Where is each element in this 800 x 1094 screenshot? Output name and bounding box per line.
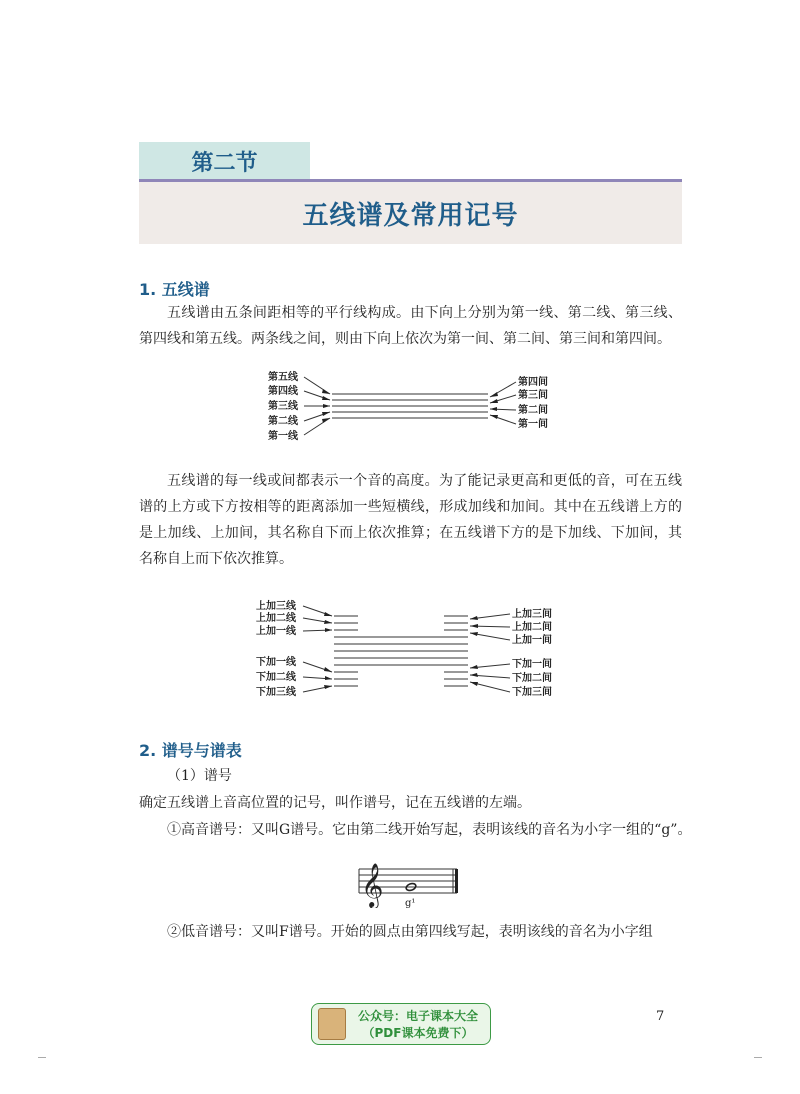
bass-clef-description: ②低音谱号：又叫F谱号。开始的圆点由第四线写起，表明该线的音名为小字组 [167,924,653,940]
staff-label-line4: 第四线 [268,386,298,397]
ledger-label-lower-space2: 下加二间 [512,673,552,684]
title-band [139,182,682,244]
ledger-label-upper-space1: 上加一间 [512,635,552,646]
treble-clef-icon: 𝄞 [361,863,384,907]
ledger-label-upper-line1: 上加一线 [256,626,296,637]
treble-clef-staff [355,858,465,908]
book-icon [318,1008,346,1040]
section1-paragraph-1: 五线谱由五条间距相等的平行线构成。由下向上分别为第一线、第二线、第三线、第四线和第五线。两条线之间，则由下向上依次为第一间、第二间、第三间和第四间。 [139,305,682,347]
page-title: 五线谱及常用记号 [302,200,519,231]
treble-clef-description: ①高音谱号：又叫G谱号。它由第二线开始写起，表明该线的音名为小字一组的“g”。 [167,822,692,838]
subheading-clef: （1）谱号 [167,768,232,784]
crop-mark-left [38,1057,46,1058]
ledger-figure [250,596,570,704]
section1-paragraph-2: 五线谱的每一线或间都表示一个音的高度。为了能记录更高和更低的音，可在五线谱的上方或下方按相等的距离添加一些短横线，形成加线和加间。其中在五线谱上方的是上加线、上加间，其名称自下而上依次推算；在五线谱下方的是下加线、下加间，其名称自上而下依次推算。 [139,473,682,567]
staff-label-line2: 第二线 [268,416,298,427]
ledger-label-upper-line3: 上加三线 [256,601,296,612]
section-tab: 第二节 [139,142,310,180]
ledger-label-upper-space3: 上加三间 [512,609,552,620]
clef-definition: 确定五线谱上音高位置的记号，叫作谱号，记在五线谱的左端。 [139,795,531,811]
wechat-banner [311,1003,491,1045]
ledger-label-lower-line2: 下加二线 [256,672,296,683]
banner-line-1: 公众号：电子课本大全 [357,1009,478,1023]
staff-figure-1 [260,368,560,448]
ledger-label-lower-line1: 下加一线 [256,657,296,668]
ledger-label-lower-space3: 下加三间 [512,687,552,698]
staff-label-space2: 第二间 [518,405,548,416]
ledger-label-lower-line3: 下加三线 [256,687,296,698]
ledger-label-lower-space1: 下加一间 [512,659,552,670]
page-number: 7 [656,1009,665,1024]
section2-heading: 2. 谱号与谱表 [139,741,242,760]
note-label-g1: g¹ [405,898,416,908]
crop-mark-right [754,1057,762,1058]
staff-label-space4: 第四间 [518,377,548,388]
staff-label-space1: 第一间 [518,419,548,430]
staff-label-line1: 第一线 [268,431,298,442]
ledger-label-upper-space2: 上加二间 [512,622,552,633]
section1-heading: 1. 五线谱 [139,280,210,299]
staff-label-line3: 第三线 [268,401,298,412]
banner-line-2: （PDF课本免费下） [362,1026,474,1040]
staff-label-space3: 第三间 [518,390,548,401]
staff-label-line5: 第五线 [268,372,298,383]
ledger-label-upper-line2: 上加二线 [256,613,296,624]
